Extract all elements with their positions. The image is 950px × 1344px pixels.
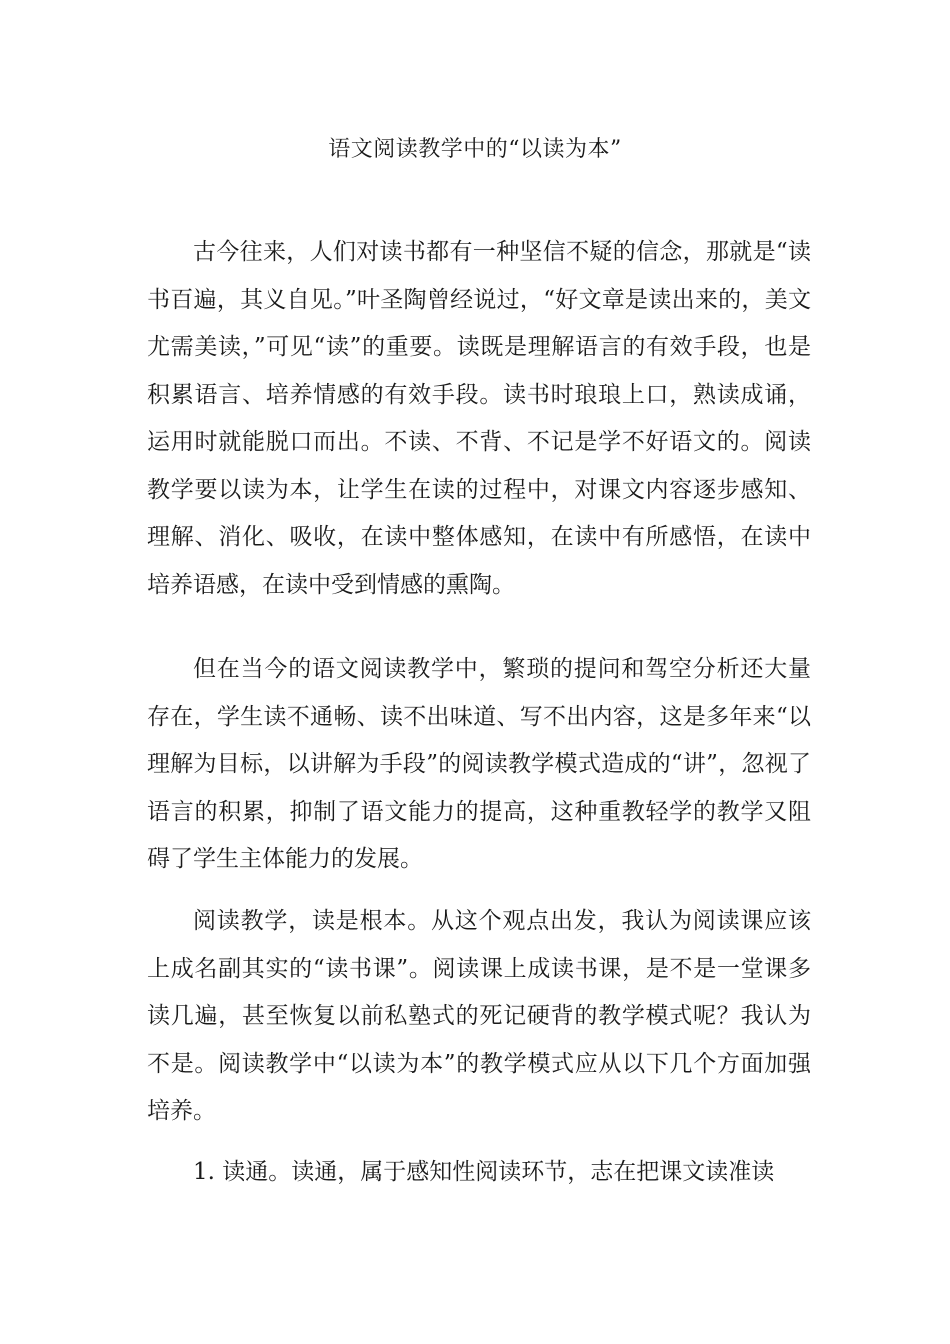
body-paragraph-2 <box>147 646 811 884</box>
paragraph-text: 古今往来，人们对读书都有一种坚信不疑的信念，那就是“读书百遍，其义自见。”叶圣陶曾经说过，“好文章是读出来的，美文尤需美读，”可见“读”的重要。读既是理解语言的有效手段，也是积累语言、培养情感的有效手段。读书时琅琅上口，熟读成诵，运用时就能脱口而出。不读、不背、不记是学不好语文的。阅读教学要以读为本，让学生在读的过程中，对课文内容逐步感知、理解、消化、吸收，在读中整体感知，在读中有所感悟，在读中培养语感，在读中受到情感的熏陶。 <box>147 239 811 598</box>
paragraph-text: 但在当今的语文阅读教学中，繁琐的提问和驾空分析还大量存在，学生读不通畅、读不出味道、写不出内容，这是多年来“以理解为目标，以讲解为手段”的阅读教学模式造成的“讲”，忽视了语言的积累，抑制了语文能力的提高，这种重教轻学的教学又阻碍了学生主体能力的发展。 <box>147 656 811 872</box>
body-paragraph-1 <box>147 229 811 609</box>
paragraph-text: 1. 读通。读通，属于感知性阅读环节，志在把课文读准读 <box>193 1159 775 1185</box>
document-title: 语文阅读教学中的“以读为本” <box>328 137 622 162</box>
body-paragraph-4 <box>147 1149 811 1197</box>
body-paragraph-3 <box>147 898 811 1136</box>
paragraph-text: 阅读教学，读是根本。从这个观点出发，我认为阅读课应该上成名副其实的“读书课”。阅读课上成读书课，是不是一堂课多读几遍，甚至恢复以前私塾式的死记硬背的教学模式呢？我认为不是。阅读教学中“以读为本”的教学模式应从以下几个方面加强培养。 <box>147 908 811 1124</box>
